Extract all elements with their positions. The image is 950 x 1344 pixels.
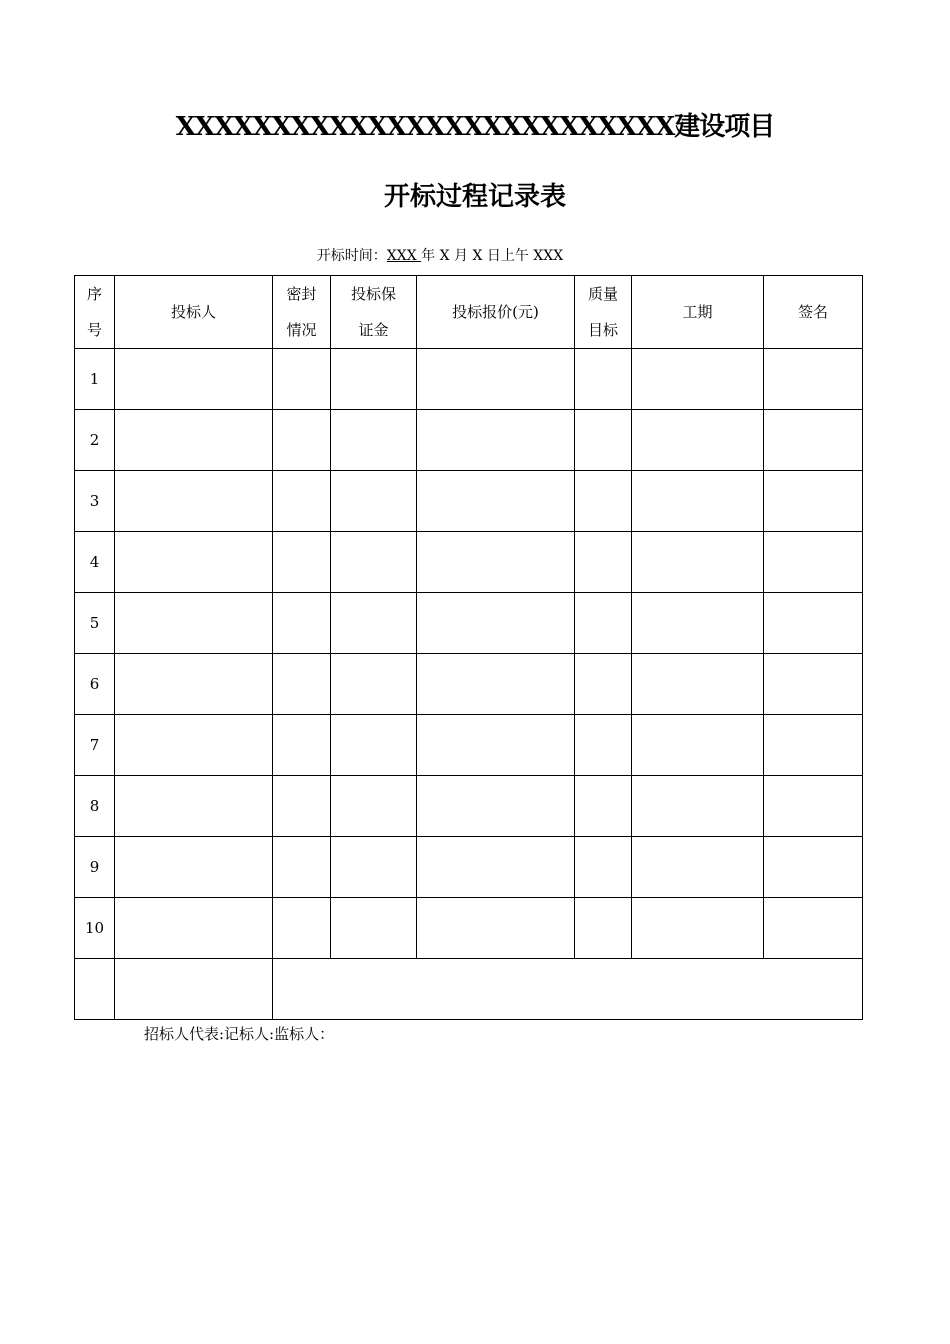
table-cell[interactable] bbox=[417, 837, 575, 898]
table-cell[interactable] bbox=[331, 654, 417, 715]
table-cell[interactable] bbox=[115, 654, 273, 715]
table-cell[interactable] bbox=[115, 959, 273, 1020]
table-cell[interactable] bbox=[575, 471, 632, 532]
col-header-quality: 质量 目标 bbox=[575, 276, 632, 349]
table-cell[interactable] bbox=[632, 715, 764, 776]
table-header-row bbox=[75, 276, 863, 349]
open-time-year: XXX bbox=[386, 248, 422, 264]
table-row bbox=[75, 654, 863, 715]
table-cell[interactable] bbox=[632, 898, 764, 959]
table-cell-merged[interactable] bbox=[273, 959, 863, 1020]
table-cell[interactable] bbox=[115, 471, 273, 532]
table-cell[interactable] bbox=[273, 837, 331, 898]
table-cell[interactable] bbox=[115, 715, 273, 776]
table-cell[interactable] bbox=[632, 532, 764, 593]
row-number: 5 bbox=[75, 593, 115, 654]
table-cell[interactable] bbox=[575, 837, 632, 898]
row-number: 4 bbox=[75, 532, 115, 593]
table-cell[interactable] bbox=[417, 898, 575, 959]
table-row bbox=[75, 715, 863, 776]
table-cell[interactable] bbox=[632, 471, 764, 532]
table-cell[interactable] bbox=[331, 410, 417, 471]
table-cell[interactable] bbox=[575, 898, 632, 959]
table-cell[interactable] bbox=[417, 776, 575, 837]
table-cell[interactable] bbox=[273, 532, 331, 593]
table-cell[interactable] bbox=[331, 349, 417, 410]
row-number: 6 bbox=[75, 654, 115, 715]
table-cell[interactable] bbox=[575, 410, 632, 471]
table-cell[interactable] bbox=[331, 837, 417, 898]
table-cell[interactable] bbox=[764, 776, 863, 837]
table-row bbox=[75, 776, 863, 837]
table-cell[interactable] bbox=[764, 593, 863, 654]
table-cell[interactable] bbox=[575, 776, 632, 837]
table-row bbox=[75, 410, 863, 471]
table-cell[interactable] bbox=[331, 715, 417, 776]
table-row bbox=[75, 898, 863, 959]
table-cell[interactable] bbox=[632, 776, 764, 837]
col-header-deposit: 投标保 证金 bbox=[331, 276, 417, 349]
row-number: 8 bbox=[75, 776, 115, 837]
row-number: 1 bbox=[75, 349, 115, 410]
table-cell[interactable] bbox=[632, 837, 764, 898]
table-row bbox=[75, 532, 863, 593]
table-cell[interactable] bbox=[575, 532, 632, 593]
row-number: 9 bbox=[75, 837, 115, 898]
col-header-signature: 签名 bbox=[764, 276, 863, 349]
col-header-seq: 序 号 bbox=[75, 276, 115, 349]
row-number: 7 bbox=[75, 715, 115, 776]
table-cell[interactable] bbox=[764, 349, 863, 410]
bid-opening-record-table bbox=[74, 275, 863, 1020]
table-cell[interactable] bbox=[764, 654, 863, 715]
table-cell[interactable] bbox=[115, 532, 273, 593]
document-subtitle: 开标过程记录表 bbox=[383, 182, 566, 212]
table-cell[interactable] bbox=[417, 715, 575, 776]
table-cell[interactable] bbox=[273, 654, 331, 715]
table-cell[interactable] bbox=[417, 532, 575, 593]
table-cell[interactable] bbox=[632, 410, 764, 471]
col-header-seal: 密封 情况 bbox=[273, 276, 331, 349]
table-cell[interactable] bbox=[273, 715, 331, 776]
table-cell[interactable] bbox=[273, 410, 331, 471]
table-cell[interactable] bbox=[764, 837, 863, 898]
table-cell[interactable] bbox=[417, 654, 575, 715]
table-cell[interactable] bbox=[417, 349, 575, 410]
table-cell[interactable] bbox=[632, 593, 764, 654]
open-time-rest: 年 X 月 X 日上午 XXX bbox=[421, 248, 564, 264]
open-time-label: 开标时间： bbox=[316, 248, 387, 264]
table-cell[interactable] bbox=[632, 349, 764, 410]
col-header-duration: 工期 bbox=[632, 276, 764, 349]
row-number: 2 bbox=[75, 410, 115, 471]
table-cell[interactable] bbox=[331, 471, 417, 532]
table-cell[interactable] bbox=[273, 471, 331, 532]
table-cell[interactable] bbox=[632, 654, 764, 715]
table-cell[interactable] bbox=[273, 593, 331, 654]
table-cell[interactable] bbox=[417, 471, 575, 532]
table-row bbox=[75, 593, 863, 654]
table-cell[interactable] bbox=[273, 776, 331, 837]
table-cell[interactable] bbox=[115, 349, 273, 410]
open-time-line bbox=[0, 245, 880, 265]
table-cell[interactable] bbox=[75, 959, 115, 1020]
table-cell[interactable] bbox=[115, 593, 273, 654]
col-header-price: 投标报价(元) bbox=[417, 276, 575, 349]
table-cell[interactable] bbox=[575, 349, 632, 410]
row-number: 3 bbox=[75, 471, 115, 532]
table-cell[interactable] bbox=[764, 715, 863, 776]
table-cell[interactable] bbox=[115, 837, 273, 898]
table-cell[interactable] bbox=[273, 349, 331, 410]
table-cell[interactable] bbox=[331, 593, 417, 654]
table-cell[interactable] bbox=[331, 532, 417, 593]
table-cell[interactable] bbox=[764, 471, 863, 532]
table-cell[interactable] bbox=[575, 654, 632, 715]
table-cell[interactable] bbox=[575, 715, 632, 776]
table-row bbox=[75, 471, 863, 532]
table-cell[interactable] bbox=[764, 410, 863, 471]
table-row bbox=[75, 349, 863, 410]
table-cell[interactable] bbox=[575, 593, 632, 654]
document-title: XXXXXXXXXXXXXXXXXXXXXXXXXX建设项目 bbox=[175, 112, 775, 142]
footer-signatures: 招标人代表:记标人:监标人： bbox=[144, 1025, 335, 1043]
table-cell[interactable] bbox=[764, 898, 863, 959]
col-header-bidder: 投标人 bbox=[115, 276, 273, 349]
table-cell[interactable] bbox=[331, 776, 417, 837]
table-cell[interactable] bbox=[115, 898, 273, 959]
table-cell[interactable] bbox=[115, 410, 273, 471]
table-cell[interactable] bbox=[417, 593, 575, 654]
row-number: 10 bbox=[75, 898, 115, 959]
table-cell[interactable] bbox=[115, 776, 273, 837]
table-row-extra bbox=[75, 959, 863, 1020]
table-cell[interactable] bbox=[417, 410, 575, 471]
table-cell[interactable] bbox=[764, 532, 863, 593]
table-cell[interactable] bbox=[273, 898, 331, 959]
table-row bbox=[75, 837, 863, 898]
table-cell[interactable] bbox=[331, 898, 417, 959]
